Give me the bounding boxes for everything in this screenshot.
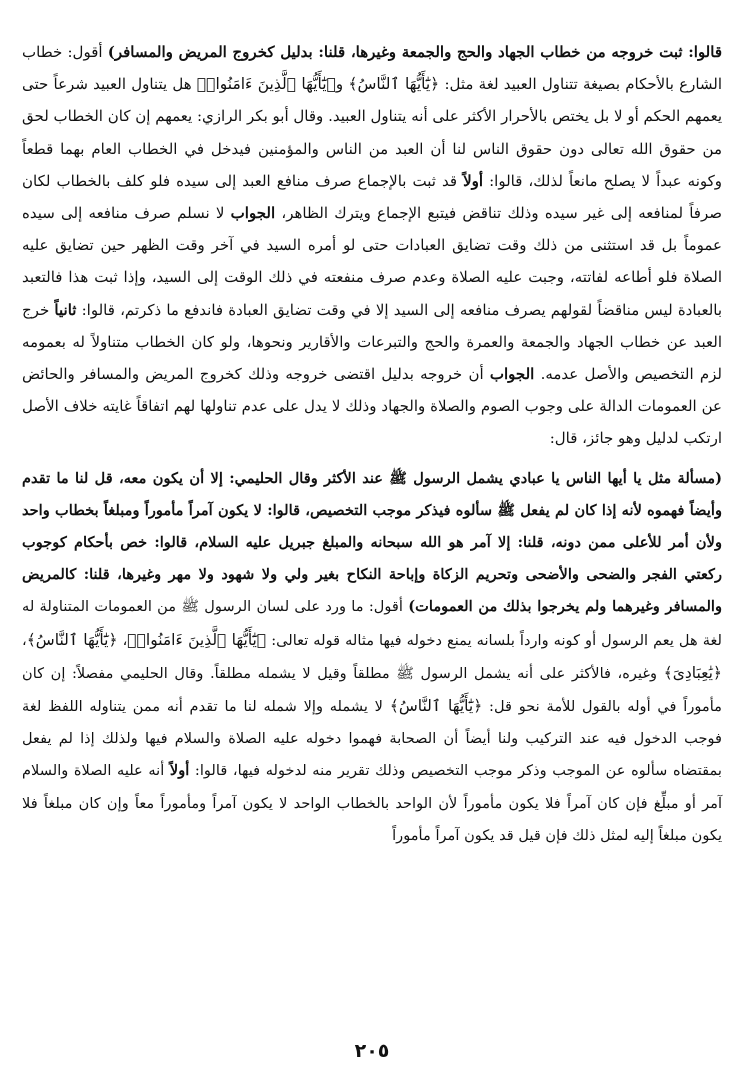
keyword-first: أولاً xyxy=(169,762,190,780)
quran-quote: ﴿يَٰٓأَيُّهَا ٱلنَّاسُ﴾ xyxy=(348,75,440,94)
text-run: وغيره، فالأكثر على أنه يشمل الرسول ﷺ مطلقاً وقيل لا يشمله مطلقاً. وقال الحليمي مفصلاً: إن كان مأموراً في أوله بالقول للأمة نحو قل: xyxy=(22,664,722,716)
paragraph-1 xyxy=(22,36,722,455)
paragraph-2 xyxy=(22,463,722,852)
quran-quote: ﴿يَٰٓأَيُّهَا ٱلنَّاسُ﴾ xyxy=(26,630,118,649)
text-run: أن خروجه بدليل اقتضى خروجه وذلك كخروج المريض والمسافر والحائض عن العمومات الدالة على وجوب الصوم والصلاة والجهاد وذلك لا يدل على عدم تناولها لهم اتفاقاً غايته خلاف الأصل ارتكب لدليل وهو جائز، قال: xyxy=(22,365,722,448)
page-number: ٢٠٥ xyxy=(354,1040,390,1062)
quran-quote: ﴿يَٰٓأَيُّهَا ٱلَّذِينَ ءَامَنُوا۟﴾ xyxy=(127,630,267,649)
keyword-answer: الجواب xyxy=(489,365,535,384)
text-run: لا يشمله وإلا شمله لنا ما تقدم أنه ممن يتناوله اللفظ لغة فوجب الدخول فيه عند التركيب ولنا أيضاً أن الصحابة فهموا دخوله عليه الصلاة والسلام فيها ولذلك إذا لم يفعل بمقتضاه سألوه عن الموجب وذكر موجب التخصيص وذلك تقرير منه لدخوله فيها، قالوا: xyxy=(22,698,722,780)
text-run: ، xyxy=(22,631,27,649)
text-run: ، xyxy=(117,631,128,649)
quran-quote: ﴿يَٰٓأَيُّهَا ٱلَّذِينَ ءَامَنُوا۟﴾ xyxy=(196,75,336,94)
text-run: أقول: خطاب الشارع بالأحكام بصيغة تتناول العبيد لغة مثل: xyxy=(22,43,723,94)
text-run: أقول: ما ورد على لسان الرسول ﷺ من العمومات المتناولة له لغة هل يعم الرسول أو كونه وارداً بلسانه يمنع دخوله فيها مثاله قوله تعالى: xyxy=(22,598,723,649)
text-run: قد ثبت بالإجماع صرف منافع العبد إلى سيده فلو كلف بالخطاب لكان صرفاً لمنافعه إلى غير سيده وذلك تناقض فيتبع الإجماع ويترك الظاهر، xyxy=(22,171,722,223)
issue-statement: (مسألة مثل يا أيها الناس يا عبادي يشمل الرسول ﷺ عند الأكثر وقال الحليمي: إلا أن يكون معه، قل لنا ما تقدم وأيضاً فهموه لأنه إذا كان لم يفعل ﷺ سألوه فيذكر موجب التخصيص، قالوا: لا يكون آمراً مأموراً ومبلغاً بخطاب واحد ولأن أمر للأعلى ممن دونه، قلنا: إلا آمر هو الله سبحانه والمبلغ جبريل عليه السلام، قالوا: خص بأحكام كوجوب ركعتي الفجر والضحى والأضحى وتحريم الزكاة وإباحة النكاح بغير ولي ولا شهود ولا مهر وغيرها، قلنا: كالمريض والمسافر وغيرهما ولم يخرجوا بذلك من العمومات) xyxy=(22,469,723,616)
keyword-second: ثانياً xyxy=(54,300,77,319)
text-run: لا نسلم صرف منافعه إلى سيده عموماً بل قد استثنى من ذلك وقت تضايق العبادات حتى لو أمره السيد في آخر وقت الظهر حين تضايق عليه الصلاة فلو أطاعه لفاتته، وجبت عليه الصلاة وعدم صرف منفعته في ذلك الوقت إلى السيد، وإذا ثبت هذا فالتعبد بالعبادة ليس مناقضاً لقولهم يصرف منافعه إلى السيد إلا في وقت تضايق العبادة فاندفع ما ذكرتم، قالوا: xyxy=(22,204,723,319)
text-run: هل يتناول العبيد شرعاً حتى يعمهم الحكم أو لا بل يختص بالأحرار الأكثر على أنه يتناول العبيد. وقال أبو بكر الرازي: يعمهم إن كان الخطاب لحق من حقوق الله تعالى دون حقوق الناس لنا أن العبد من الناس والمؤمنين فيدخل في الخطاب العام بهما قطعاً وكونه عبداً لا يصلح مانعاً لذلك، قالوا: xyxy=(22,75,723,190)
keyword-answer: الجواب xyxy=(230,204,276,223)
page-text-body xyxy=(22,36,722,1036)
text-run: و xyxy=(335,75,349,94)
keyword-first: أولاً xyxy=(463,171,484,190)
quran-quote: ﴿يَٰٓأَيُّهَا ٱلنَّاسُ﴾ xyxy=(389,697,483,716)
text-run: خرج العبد عن خطاب الجهاد والجمعة والعمرة والحج والتبرعات والأقارير ونحوها، ولو كان الخطاب متناولاً له بعمومه لزم التخصيص والأصل عدمه. xyxy=(22,300,722,384)
quran-quote: ﴿يَٰعِبَادِىَ﴾ xyxy=(663,663,722,682)
text-run: أنه عليه الصلاة والسلام آمر أو مبلِّغ فإن كان آمراً فلا يكون مأموراً لأن الواحد بالخطاب الواحد لا يكون آمراً ومأموراً معاً وإن كان مبلغاً فلا يكون مبلغاً إليه لمثل ذلك فإن قيل قد يكون آمراً مأموراً xyxy=(22,762,722,844)
issue-statement-tail: قالوا: ثبت خروجه من خطاب الجهاد والحج والجمعة وغيرها، قلنا: بدليل كخروج المريض والمسافر) xyxy=(107,43,722,61)
